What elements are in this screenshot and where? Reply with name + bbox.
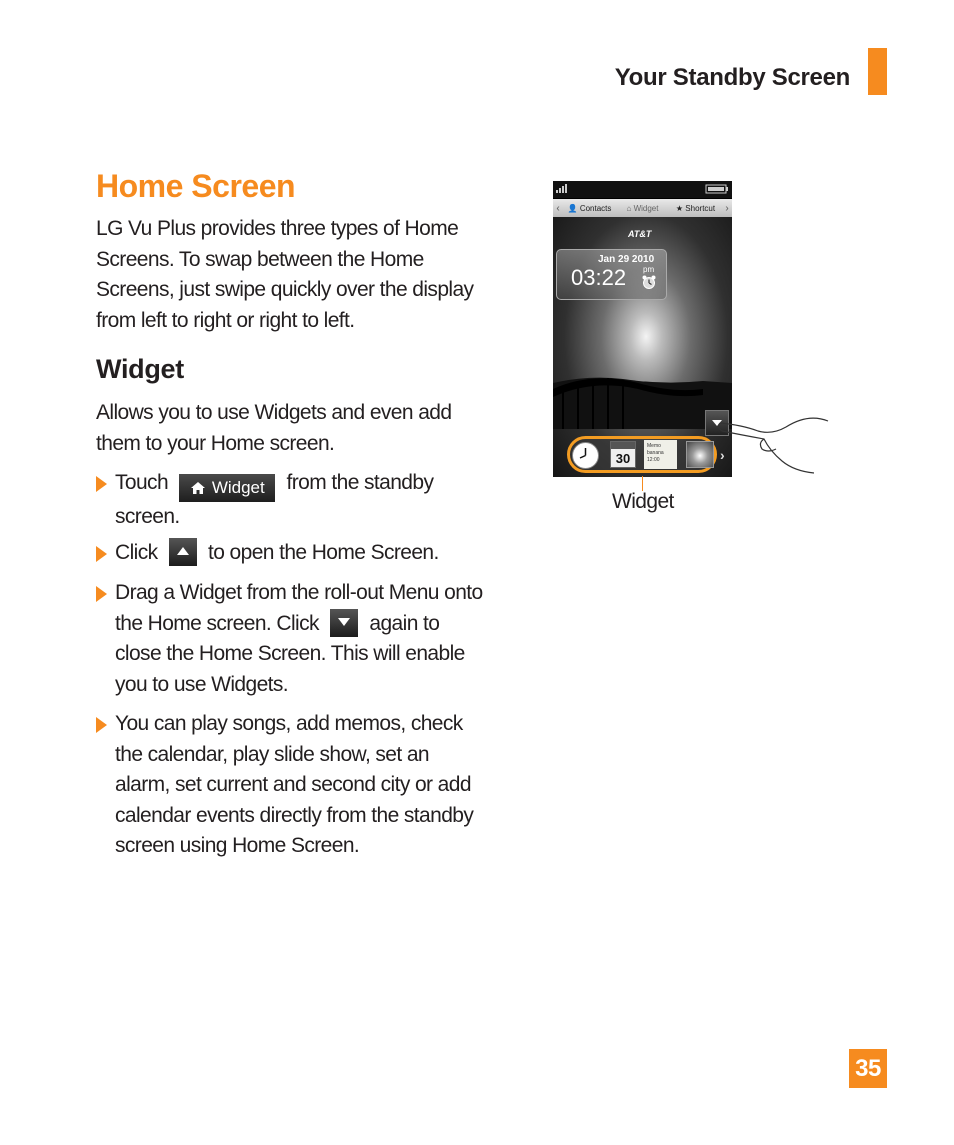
section-title: Your Standby Screen (614, 64, 850, 91)
bullet-arrow-icon (96, 546, 107, 562)
bullet-arrow-icon (96, 476, 107, 492)
home-icon: ⌂ (626, 203, 632, 213)
widget-description: Allows you to use Widgets and even add them to your Home screen. (96, 401, 452, 455)
battery-icon (705, 184, 729, 194)
pointing-hand-illustration (712, 405, 832, 477)
chevron-right-icon: › (725, 202, 729, 214)
widget-button-label: Widget (211, 477, 265, 497)
bullet-text: Click (115, 541, 158, 564)
photo-icon (686, 441, 714, 468)
chevron-right-icon: › (720, 447, 725, 463)
tab-contacts: 👤 Contacts (567, 203, 612, 213)
bullet-text: again to close the Home Screen. This will enable you to use Widgets. (115, 611, 465, 696)
intro-paragraph: LG Vu Plus provides three types of Home Screens. To swap between the Home Screens, just swipe quickly over the display from left to right or right to left. (96, 217, 474, 332)
widget-heading: Widget (96, 354, 184, 384)
bullet-arrow-icon (96, 586, 107, 602)
star-icon: ★ (675, 203, 684, 213)
home-icon (190, 481, 206, 495)
signal-icon (555, 183, 569, 193)
clock-time: 03:22 (571, 265, 627, 290)
widget-tab-button-illustration (179, 474, 275, 502)
status-bar (553, 181, 732, 198)
bullet-click-open (96, 538, 486, 569)
bullet-drag-widget (96, 578, 486, 700)
bullet-text: Drag a Widget from the roll-out Menu onto the Home screen. Click (115, 581, 483, 635)
tab-widget: ⌂ Widget (626, 203, 659, 213)
bullet-text: from the standby screen. (115, 471, 434, 528)
memo-icon: Memo banana 12:00 (644, 440, 677, 469)
page-title: Home Screen (96, 168, 296, 204)
contacts-icon: 👤 (567, 203, 578, 213)
clock-ampm: pm (643, 265, 655, 274)
figure-callout-label: Widget (612, 490, 674, 513)
bullet-text: Touch (115, 471, 169, 494)
calendar-icon: 30 (610, 441, 636, 468)
alarm-icon (641, 274, 657, 290)
phone-screenshot (553, 181, 732, 477)
carrier-logo: AT&T (628, 229, 652, 239)
clock-icon (572, 442, 599, 469)
triangle-up-icon (176, 546, 190, 556)
bullet-touch-widget (96, 468, 486, 533)
bullet-widget-features (96, 709, 486, 862)
clock-date: Jan 29 2010 (598, 254, 655, 265)
page-number: 35 (849, 1049, 887, 1088)
bullet-text: to open the Home Screen. (208, 541, 439, 564)
bullet-text: You can play songs, add memos, check the calendar, play slide show, set an alarm, set current and second city or add calendar events directly from the standby screen using Home Screen. (115, 712, 474, 857)
close-home-screen-button-illustration (330, 609, 358, 637)
clock-widget (556, 249, 667, 300)
open-home-screen-button-illustration (169, 538, 197, 566)
triangle-down-icon (337, 617, 351, 627)
tab-shortcut: ★ Shortcut (675, 203, 716, 213)
home-tab-bar (553, 199, 732, 217)
section-tab-marker (868, 48, 887, 95)
chevron-left-icon: ‹ (556, 202, 560, 214)
bullet-arrow-icon (96, 717, 107, 733)
